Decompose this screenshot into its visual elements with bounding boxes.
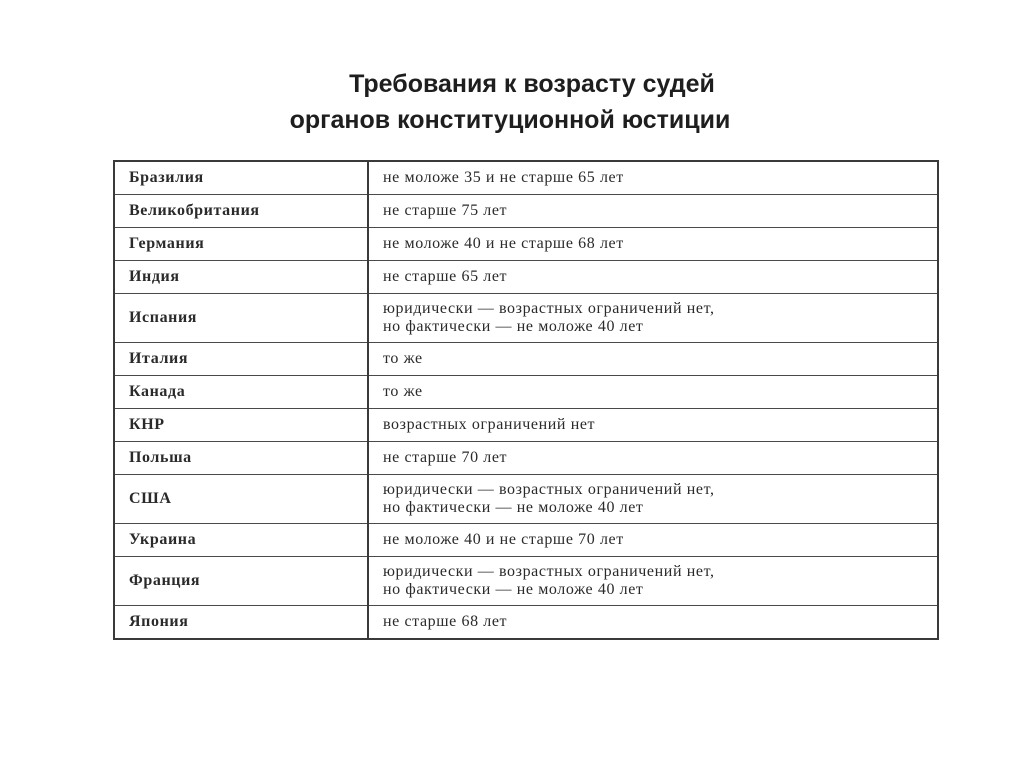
table-row <box>114 294 938 343</box>
requirement-cell <box>368 195 938 228</box>
requirement-text: юридически — возрастных ограничений нет, <box>383 300 715 317</box>
requirement-cell <box>368 557 938 606</box>
table-row <box>114 376 938 409</box>
requirement-text: возрастных ограничений нет <box>383 416 596 433</box>
country-cell: Бразилия <box>114 161 368 195</box>
table-row <box>114 606 938 640</box>
table-row <box>114 343 938 376</box>
requirement-cell <box>368 475 938 524</box>
page-title <box>0 66 1024 138</box>
table-row <box>114 195 938 228</box>
requirement-cell <box>368 294 938 343</box>
country-cell: Индия <box>114 261 368 294</box>
table-row <box>114 475 938 524</box>
country-cell: Испания <box>114 294 368 343</box>
age-requirements-table-container <box>113 160 939 640</box>
table-row <box>114 261 938 294</box>
requirement-cell <box>368 442 938 475</box>
country-cell: Великобритания <box>114 195 368 228</box>
requirement-text: не старше 75 лет <box>383 202 508 219</box>
requirement-cell <box>368 376 938 409</box>
requirement-cell <box>368 606 938 640</box>
title-line-2: органов конституционной юстиции <box>289 106 731 134</box>
country-cell: Франция <box>114 557 368 606</box>
requirement-text-line-2: но фактически — не моложе 40 лет <box>383 581 644 598</box>
requirement-cell <box>368 161 938 195</box>
country-cell: Италия <box>114 343 368 376</box>
requirement-cell <box>368 343 938 376</box>
requirement-cell <box>368 524 938 557</box>
requirement-text: то же <box>383 350 423 367</box>
country-cell: Германия <box>114 228 368 261</box>
country-cell: Канада <box>114 376 368 409</box>
title-line-1: Требования к возрасту судей <box>349 70 715 98</box>
requirement-cell <box>368 261 938 294</box>
table-row <box>114 557 938 606</box>
requirement-cell <box>368 228 938 261</box>
requirement-text-line-2: но фактически — не моложе 40 лет <box>383 499 644 516</box>
table-row <box>114 161 938 195</box>
requirement-text-line-2: но фактически — не моложе 40 лет <box>383 318 644 335</box>
age-requirements-table <box>113 160 939 640</box>
requirement-cell <box>368 409 938 442</box>
requirement-text: то же <box>383 383 423 400</box>
requirement-text: юридически — возрастных ограничений нет, <box>383 481 715 498</box>
table-row <box>114 409 938 442</box>
table-row <box>114 524 938 557</box>
requirement-text: не моложе 40 и не старше 70 лет <box>383 531 624 548</box>
country-cell: КНР <box>114 409 368 442</box>
requirement-text: не старше 70 лет <box>383 449 508 466</box>
country-cell: США <box>114 475 368 524</box>
country-cell: Украина <box>114 524 368 557</box>
country-cell: Япония <box>114 606 368 640</box>
requirement-text: не старше 65 лет <box>383 268 508 285</box>
requirement-text: не моложе 40 и не старше 68 лет <box>383 235 624 252</box>
table-row <box>114 442 938 475</box>
country-cell: Польша <box>114 442 368 475</box>
requirement-text: не старше 68 лет <box>383 613 508 630</box>
table-row <box>114 228 938 261</box>
requirement-text: юридически — возрастных ограничений нет, <box>383 563 715 580</box>
requirement-text: не моложе 35 и не старше 65 лет <box>383 169 624 186</box>
